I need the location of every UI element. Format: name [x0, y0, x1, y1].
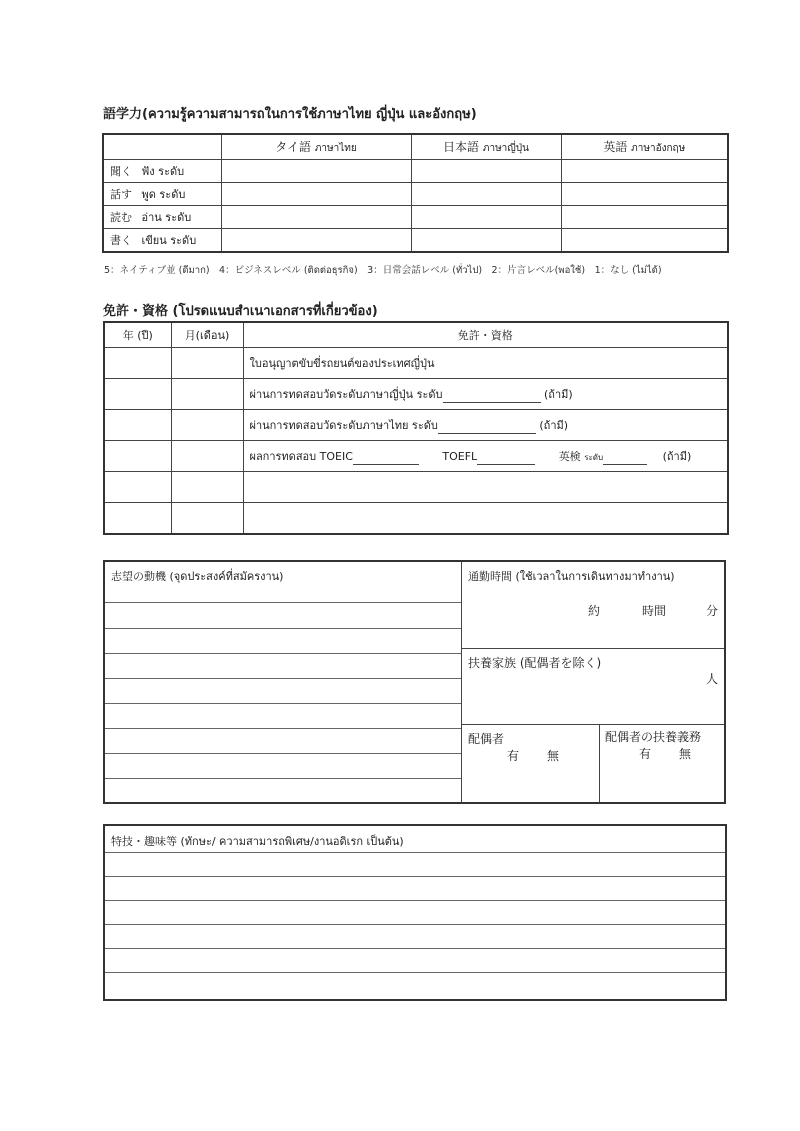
skills-box: [103, 824, 727, 1001]
reading-english-cell[interactable]: [561, 206, 728, 229]
column-license-name: 免許・資格: [243, 322, 728, 348]
writing-english-cell[interactable]: [561, 229, 728, 253]
toeic-blank[interactable]: [353, 453, 419, 465]
language-corner-cell: [103, 134, 221, 160]
thai-level-blank[interactable]: [438, 422, 536, 434]
column-english: 英語 ภาษาอังกฤษ: [561, 134, 728, 160]
listening-english-cell[interactable]: [561, 160, 728, 183]
license-year-cell[interactable]: [104, 410, 171, 441]
writing-line: [105, 876, 725, 877]
speaking-thai-cell[interactable]: [221, 183, 411, 206]
support-yes-option[interactable]: 有: [639, 747, 652, 761]
language-level-legend: 5：ネイティブ並 (ดีมาก) 4：ビジネスレベル (ติดต่อธุรกิจ) 3：日常会話レベル (ทั่วไป) 2：片言レベル(พอใช้) 1：なし (ไม่ได้): [104, 265, 662, 276]
writing-line: [105, 852, 725, 853]
column-thai: タイ語 ภาษาไทย: [221, 134, 411, 160]
motivation-title: 志望の動機 (จุดประสงค์ที่สมัครงาน): [111, 570, 284, 583]
language-table: [102, 133, 729, 253]
license-month-cell[interactable]: [171, 472, 243, 503]
license-table: [103, 321, 729, 535]
row-label-reading: 読む อ่าน ระดับ: [103, 206, 221, 229]
writing-thai-cell[interactable]: [221, 229, 411, 253]
row-divider: [462, 724, 724, 725]
eiken-blank[interactable]: [603, 453, 647, 465]
drivers-license-row: ใบอนุญาตขับขี่รถยนต์ของประเทศญี่ปุ่น: [243, 348, 728, 379]
toefl-blank[interactable]: [477, 453, 535, 465]
license-name-cell[interactable]: [243, 503, 728, 535]
writing-japanese-cell[interactable]: [411, 229, 561, 253]
row-label-writing: 書く เขียน ระดับ: [103, 229, 221, 253]
speaking-english-cell[interactable]: [561, 183, 728, 206]
license-name-cell[interactable]: [243, 472, 728, 503]
commute-approx-label: 約: [588, 604, 601, 618]
column-japanese: 日本語 ภาษาญี่ปุ่น: [411, 134, 561, 160]
dependents-title: 扶養家族 (配偶者を除く): [468, 656, 602, 670]
skills-writing-area[interactable]: [105, 826, 725, 999]
skills-title: 特技・趣味等 (ทักษะ/ ความสามารถพิเศษ/งานอดิเรก เป็นต้น): [111, 835, 404, 848]
spouse-yes-option[interactable]: 有: [507, 749, 520, 763]
jlpt-row: ผ่านการทดสอบวัดระดับภาษาญี่ปุ่น ระดับ (ถ้ามี): [243, 379, 728, 410]
motivation-writing-area[interactable]: [105, 562, 461, 802]
commute-title: 通勤時間 (ใช้เวลาในการเดินทางมาทำงาน): [468, 570, 675, 583]
reading-thai-cell[interactable]: [221, 206, 411, 229]
writing-line: [105, 753, 461, 754]
listening-thai-cell[interactable]: [221, 160, 411, 183]
writing-line: [105, 678, 461, 679]
thai-test-row: ผ่านการทดสอบวัดระดับภาษาไทย ระดับ (ถ้ามี): [243, 410, 728, 441]
column-month: 月(เดือน): [171, 322, 243, 348]
license-month-cell[interactable]: [171, 410, 243, 441]
writing-line: [105, 653, 461, 654]
license-section-title: 免許・資格 (โปรดแนบสำเนาเอกสารที่เกี่ยวข้อง): [103, 304, 378, 319]
support-no-option[interactable]: 無: [679, 747, 692, 761]
listening-japanese-cell[interactable]: [411, 160, 561, 183]
license-year-cell[interactable]: [104, 472, 171, 503]
jlpt-level-blank[interactable]: [443, 391, 541, 403]
motivation-box: [103, 560, 726, 804]
row-label-listening: 聞く ฟัง ระดับ: [103, 160, 221, 183]
reading-japanese-cell[interactable]: [411, 206, 561, 229]
language-section-title: 語学力(ความรู้ความสามารถในการใช้ภาษาไทย ญี่ปุ่น และอังกฤษ): [103, 107, 477, 122]
license-month-cell[interactable]: [171, 503, 243, 535]
commute-minutes-label: 分: [706, 604, 719, 618]
writing-line: [105, 972, 725, 973]
english-tests-row: ผลการทดสอบ TOEIC TOEFL 英検 ระดับ (ถ้ามี): [243, 441, 728, 472]
dependents-persons-label: 人: [706, 672, 719, 686]
license-year-cell[interactable]: [104, 503, 171, 535]
spouse-title: 配偶者: [468, 732, 505, 746]
writing-line: [105, 628, 461, 629]
license-month-cell[interactable]: [171, 441, 243, 472]
writing-line: [105, 703, 461, 704]
license-year-cell[interactable]: [104, 348, 171, 379]
writing-line: [105, 948, 725, 949]
speaking-japanese-cell[interactable]: [411, 183, 561, 206]
writing-line: [105, 728, 461, 729]
license-month-cell[interactable]: [171, 379, 243, 410]
license-year-cell[interactable]: [104, 441, 171, 472]
license-month-cell[interactable]: [171, 348, 243, 379]
spouse-support-title: 配偶者の扶養義務: [605, 730, 702, 744]
commute-hours-label: 時間: [642, 604, 667, 618]
writing-line: [105, 924, 725, 925]
row-divider: [462, 648, 724, 649]
right-panel: [462, 562, 724, 802]
spouse-divider: [599, 724, 600, 802]
row-label-speaking: 話す พูด ระดับ: [103, 183, 221, 206]
writing-line: [105, 900, 725, 901]
spouse-no-option[interactable]: 無: [547, 749, 560, 763]
column-year: 年 (ปี): [104, 322, 171, 348]
writing-line: [105, 778, 461, 779]
writing-line: [105, 602, 461, 603]
license-year-cell[interactable]: [104, 379, 171, 410]
